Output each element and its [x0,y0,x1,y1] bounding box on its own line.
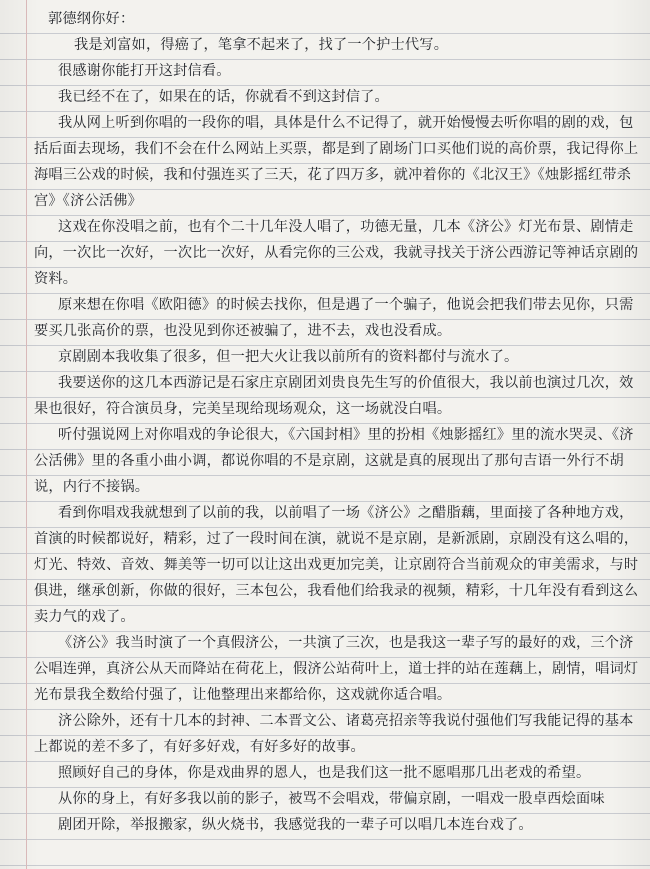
letter-paragraph: 我是刘富如，得癌了，笔拿不起来了，找了一个护士代写。 [74,37,449,53]
letter-paragraph: 《济公》我当时演了一个真假济公，一共演了三次，也是我这一辈子写的最好的戏，三个济公唱连弹，真济公从天而降站在荷花上，假济公站荷叶上，道士拌的站在莲藕上，剧情，唱词灯光布景我全数给付强了，让他整理出来都给你，这戏就你适合唱。 [34,635,639,703]
letter-paragraph: 我从网上听到你唱的一段你的唱，具体是什么不记得了，就开始慢慢去听你唱的剧的戏，包括后面去现场，我们不会在什么网站上买票，都是到了剧场门口买他们说的高价票，我记得你上海唱三公戏的时候，我和付强连买了三天，花了四万多，就冲着你的《北汉王》《烛影摇红带杀宫》《济公活佛》 [34,115,639,209]
letter-paragraph: 很感谢你能打开这封信看。 [58,63,231,79]
letter-body [34,6,640,838]
letter-paragraph: 这戏在你没唱之前，也有个二十几年没人唱了，功德无量，几本《济公》灯光布景、剧情走向，一次比一次好，一次比一次好，从看完你的三公戏，我就寻找关于济公西游记等神话京剧的资料。 [34,219,639,287]
letter-paragraph: 听付强说网上对你唱戏的争论很大，《六国封相》里的扮相《烛影摇红》里的流水哭灵、《济公活佛》里的各重小曲小调，都说你唱的不是京剧，这就是真的展现出了那句吉语一外行不胡说，内行不接锅。 [34,427,634,495]
letter-paragraph: 照顾好自己的身体，你是戏曲界的恩人，也是我们这一批不愿唱那几出老戏的希望。 [58,765,591,781]
letter-paragraph: 剧团开除，举报搬家，纵火烧书，我感觉我的一辈子可以唱几本连台戏了。 [58,817,533,833]
margin-line [26,0,27,869]
letter-paragraph: 原来想在你唱《欧阳德》的时候去找你，但是遇了一个骗子，他说会把我们带去见你，只需要买几张高价的票，也没见到你还被骗了，进不去，戏也没看成。 [34,297,634,339]
letter-paragraph: 我要送你的这几本西游记是石家庄京剧团刘贵良先生写的价值很大，我以前也演过几次，效果也很好，符合演员身，完美呈现给现场观众，这一场就没白唱。 [34,375,634,417]
letter-paragraph: 济公除外，还有十几本的封神、二本晋文公、诸葛亮招亲等我说付强他们写我能记得的基本上都说的差不多了，有好多好戏，有好多好的故事。 [34,713,634,755]
letter-paragraph: 我已经不在了，如果在的话，你就看不到这封信了。 [58,89,389,105]
letter-paragraph: 从你的身上，有好多我以前的影子，被骂不会唱戏，带偏京剧，一唱戏一股卓西烩面味 [58,791,605,807]
letter-paragraph: 看到你唱戏我就想到了以前的我，以前唱了一场《济公》之醋脂藕，里面接了各种地方戏，首演的时候都说好，精彩，过了一段时间在演，就说不是京剧，是新派剧，京剧没有这么唱的，灯光、特效、音效、舞美等一切可以让这出戏更加完美，让京剧符合当前观众的审美需求，与时俱进，继承创新，你做的很好，三本包公，我看他们给我录的视频，精彩，十几年没有看到这么卖力气的戏了。 [34,505,639,625]
salutation: 郭德纲你好： [48,11,135,27]
letter-paragraph: 京剧剧本我收集了很多，但一把大火让我以前所有的资料都付与流水了。 [58,349,519,365]
